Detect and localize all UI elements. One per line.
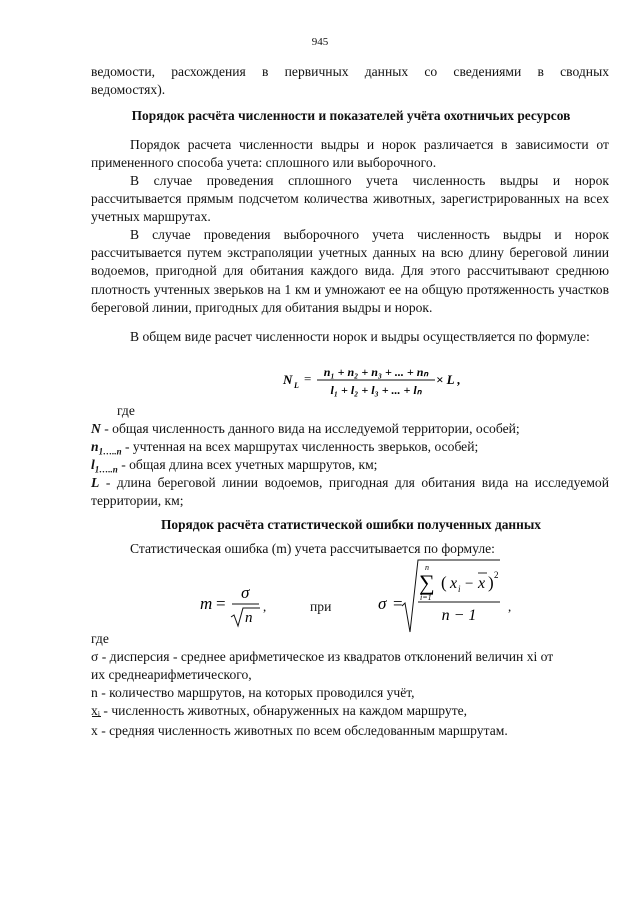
definition-N (91, 420, 611, 438)
formula1-denominator: l₁ + l₂ + l₃ + ... + lₙ (330, 383, 422, 397)
formula2-lparen: ( (441, 573, 447, 592)
formula2-m: m (200, 594, 213, 613)
formula2-comma-2: , (508, 599, 512, 614)
formula1-lhs: N (283, 372, 293, 387)
def-l-subscript: 1…..n (94, 464, 118, 475)
page-number: 945 (311, 36, 329, 48)
def-n-subscript: 1…..n (98, 446, 122, 457)
formula1-times-l: × L , (436, 372, 461, 387)
section-heading-2: Порядок расчёта статистической ошибки полученных данных (161, 517, 541, 532)
def-L-symbol: L (91, 475, 100, 490)
formula1-numerator: n₁ + n₂ + n₃ + ... + nₙ (323, 365, 429, 379)
formula1-lhs-sub: L (294, 381, 299, 390)
formula2-rparen: ) (488, 573, 494, 592)
intro-paragraph (91, 63, 609, 99)
definition-sigma-cont: их среднеарифметического, (91, 667, 252, 682)
def-L-text: - длина береговой линии водоемов, пригодная для обитания вида на исследуемой территории, км; (91, 475, 609, 509)
def-l-text: - общая длина всех учетных маршрутов, км; (117, 457, 378, 472)
intro-line-1: ведомости, расхождения в первичных данных со сведениями в сводных (91, 64, 609, 79)
def-N-text: - общая численность данного вида на исследуемой территории, особей; (100, 421, 520, 436)
formula2-xbar: x (478, 575, 486, 592)
formula2-minus: − (465, 576, 474, 592)
formula2-sum-top: n (425, 563, 429, 572)
paragraph-2: В случае проведения сплошного учета численность выдры и норок рассчитывается прямым подсчетом количества животных, зарегистрированных на всех учетных маршрутах. (91, 173, 609, 225)
formula2-sqrt-n (231, 608, 260, 626)
section-heading-1: Порядок расчёта численности и показателей учёта охотничьих ресурсов (131, 108, 571, 123)
def-n-symbol: n (91, 439, 99, 454)
formula1-eq: = (304, 371, 312, 386)
definition-sigma: σ - дисперсия - среднее арифметическое из квадратов отклонений величин xi от (91, 649, 554, 664)
paragraph-4: В общем виде расчет численности норок и выдры осуществляется по формуле: (130, 329, 590, 344)
formula2-n-minus-1: n − 1 (441, 607, 477, 624)
definition-xi: xᵢ - численность животных, обнаруженных на каждом маршруте, (91, 703, 468, 718)
formula2-n: n (245, 610, 253, 626)
where-label-2: где (91, 631, 109, 646)
definition-L (91, 474, 609, 510)
formula2-big-sqrt (402, 560, 500, 632)
formula2-sum-bottom: i=1 (420, 593, 432, 602)
formula2-eq2: = (393, 594, 403, 613)
formula2-comma: , (263, 599, 267, 614)
formula2-sigma-lhs: σ (378, 594, 387, 613)
paragraph-3: В случае проведения выборочного учета численность выдры и норок рассчитывается путем экстраполяции учетных данных на всю длину береговой линии водоемов, пригодной для обитания каждого вида. Для этого рассчитывают среднюю плотность учтенных зверьков на 1 км и умножают ее на общую протяженность участков береговой линии, пригодных для обитания выдры и норок. (91, 227, 609, 315)
formula2-square: 2 (494, 570, 499, 580)
definition-n-routes: n - количество маршрутов, на которых проводился учёт, (91, 685, 415, 700)
formula2-xi-sub: i (458, 584, 461, 594)
formula2-sigma-num: σ (241, 583, 250, 602)
definition-xbar: x - средняя численность животных по всем обследованным маршрутам. (91, 723, 508, 738)
xbar-overline (92, 716, 101, 717)
def-l-symbol: l (91, 457, 95, 472)
error-intro: Статистическая ошибка (m) учета рассчитывается по формуле: (130, 541, 495, 556)
intro-line-2: ведомостях). (91, 82, 166, 98)
formula2-eq1: = (216, 594, 226, 613)
where-label-1: где (117, 403, 135, 418)
formula2-sum-sign: ∑ (419, 570, 435, 595)
def-n-text: - учтенная на всех маршрутах численность зверьков, особей; (121, 439, 479, 454)
def-N-symbol: N (91, 421, 101, 436)
pri-label: при (310, 599, 332, 614)
paragraph-1: Порядок расчета численности выдры и норок различается в зависимости от примененного способа учета: сплошного или выборочного. (91, 137, 609, 171)
formula2-xi: x (450, 575, 458, 592)
